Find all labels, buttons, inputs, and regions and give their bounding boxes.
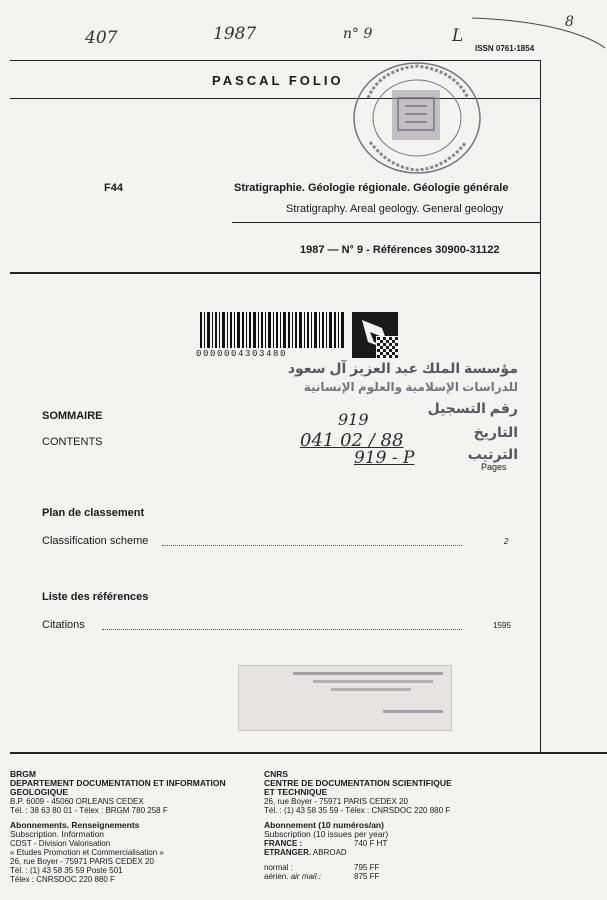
section-title-en: Stratigraphy. Areal geology. General geology <box>286 203 504 215</box>
cdst-line1: CDST - Division Valorisation <box>10 839 111 848</box>
citations-page: 1595 <box>493 621 511 630</box>
cnrs-phone: Tél. : (1) 43 58 35 59 - Télex : CNRSDOC 220 880 F <box>264 806 451 815</box>
cnrs-dept-line2: ET TECHNIQUE <box>264 787 328 797</box>
stamp-order-value: 919 - P <box>354 448 415 468</box>
section-title-fr: Stratigraphie. Géologie régionale. Géologie générale <box>234 182 509 194</box>
receipt-stamp <box>238 665 452 731</box>
library-round-stamp <box>350 58 485 178</box>
abroad-row <box>264 848 452 857</box>
handwritten-mark: L <box>452 26 464 46</box>
cnrs-dept-line1: CENTRE DE DOCUMENTATION SCIENTIFIQUE <box>264 778 452 788</box>
upper-divider <box>10 272 540 274</box>
aerien-label: aérien. <box>264 872 289 881</box>
contents-heading: CONTENTS <box>42 436 103 448</box>
airmail-price-row <box>264 872 452 881</box>
brgm-phone: Tél. : 38 63 80 01 - Télex : BRGM 780 258 F <box>10 806 168 815</box>
footer-left <box>10 770 226 884</box>
cnrs-address: 26, rue Boyer - 75971 PARIS CEDEX 20 <box>264 797 408 806</box>
subscription-heading: Abonnement (10 numéros/an) <box>264 820 384 830</box>
registration-stamp <box>268 358 518 470</box>
pages-label: Pages <box>481 462 507 472</box>
stamp-registration-label: رقم التسجيل <box>427 400 518 416</box>
footer-divider <box>10 752 607 754</box>
cdst-line5: Télex : CNRSDOC 220 880 F <box>10 875 115 884</box>
cnrs-org: CNRS <box>264 769 289 779</box>
plan-label: Classification scheme <box>42 535 149 547</box>
stamp-line <box>313 680 433 683</box>
citations-leader-dots <box>102 629 462 630</box>
issue-references <box>300 244 499 256</box>
handwritten-corner-number: 8 <box>565 14 574 30</box>
stamp-date-value: 041 02 / 88 <box>300 430 404 451</box>
stamp-line <box>293 672 443 675</box>
airmail-price: 875 FF <box>354 872 380 881</box>
normal-price: 795 FF <box>354 863 380 872</box>
stamp-foundation-name: مؤسسة الملك عبد العزيز آل سعود <box>287 360 518 376</box>
publication-title: PASCAL FOLIO <box>212 73 344 88</box>
handwritten-issue: n° 9 <box>343 26 373 42</box>
abroad-label: ABROAD <box>312 848 347 857</box>
inist-logo <box>352 312 398 358</box>
normal-price-row <box>264 863 452 872</box>
barcode <box>198 312 348 348</box>
subscription-subheading: Subscription (10 issues per year) <box>264 829 389 839</box>
issue-line: 1987 — N° 9 - Références 30900-31122 <box>300 244 500 256</box>
brgm-org: BRGM <box>10 769 36 779</box>
stamp-line <box>331 688 411 691</box>
cdst-line2: « Etudes Promotion et Commercialisation » <box>10 848 164 857</box>
handwritten-number: 407 <box>85 28 118 48</box>
brgm-dept-line2: GEOLOGIQUE <box>10 787 69 797</box>
airmail-label: air mail : <box>290 872 321 881</box>
citations-label: Citations <box>42 619 85 631</box>
handwritten-year: 1987 <box>213 24 257 44</box>
etranger-label: ETRANGER. <box>264 848 312 857</box>
section-code: F44 <box>104 182 123 194</box>
cdst-line3: 26, rue Boyer - 75971 PARIS CEDEX 20 <box>10 857 154 866</box>
subscription-info-heading: Abonnements. Renseignements <box>10 820 140 830</box>
footer-right <box>264 770 452 881</box>
brgm-address: B.P. 6009 - 45060 ORLEANS CEDEX <box>10 797 144 806</box>
stamp-order-label: الترتيب <box>467 446 518 462</box>
sommaire-heading: SOMMAIRE <box>42 410 103 422</box>
stamp-date-label: التاريخ <box>473 424 518 440</box>
france-price-row <box>264 839 452 848</box>
stamp-line <box>383 710 443 713</box>
liste-heading: Liste des références <box>42 591 149 603</box>
stamp-registration-value: 919 <box>338 410 369 429</box>
normal-label: normal : <box>264 863 293 872</box>
barcode-number: 0000004303480 <box>196 349 288 359</box>
section-divider <box>232 222 540 223</box>
brgm-dept-line1: DEPARTEMENT DOCUMENTATION ET INFORMATION <box>10 778 226 788</box>
plan-page: 2 <box>504 537 509 546</box>
stamp-institute-name: للدراسات الإسلامية والعلوم الإنسانية <box>303 380 518 394</box>
plan-heading: Plan de classement <box>42 507 145 519</box>
subscription-info-subheading: Subscription. Information <box>10 829 105 839</box>
issn: ISSN 0761-1854 <box>475 44 535 53</box>
cdst-line4: Tél. : (1) 43 58 35 59 Poste 501 <box>10 866 123 875</box>
france-price: 740 F HT <box>354 839 388 848</box>
plan-leader-dots <box>162 545 462 546</box>
france-label: FRANCE : <box>264 839 303 848</box>
